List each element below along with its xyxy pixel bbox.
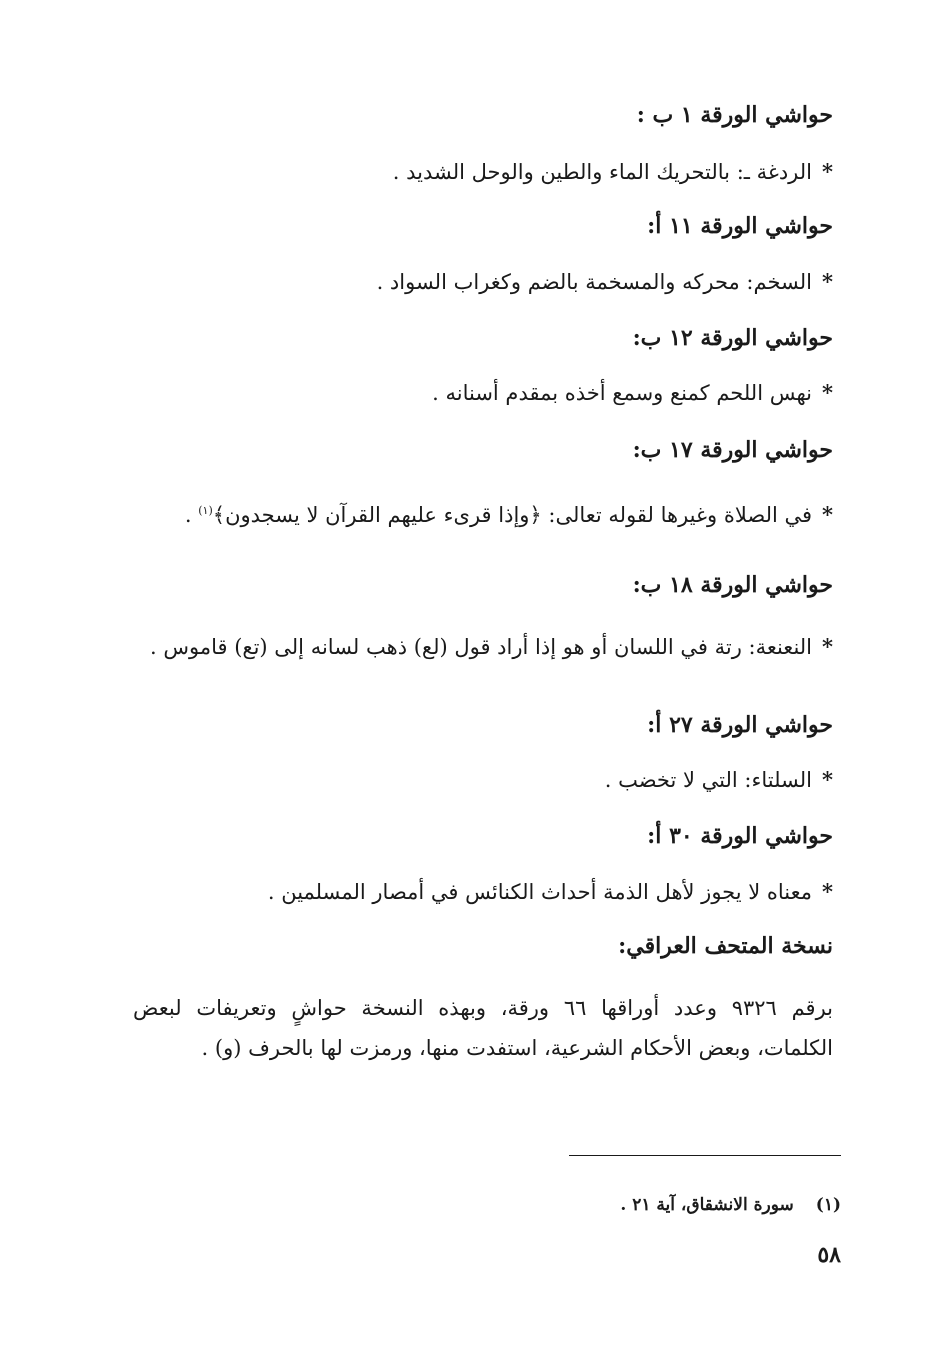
margin-note-heading: حواشي الورقة ١٧ ب:: [632, 437, 833, 463]
margin-note-heading: حواشي الورقة ١١ أ:: [647, 213, 833, 239]
bullet-star: *: [822, 380, 833, 405]
margin-note-text: معناه لا يجوز لأهل الذمة أحداث الكنائس في أمصار المسلمين .: [267, 880, 813, 904]
margin-note-item: [133, 765, 833, 795]
margin-note-item: [133, 157, 833, 187]
margin-note-heading: حواشي الورقة ٢٧ أ:: [647, 712, 833, 738]
footnote-text: سورة الانشقاق، آية ٢١ .: [620, 1195, 794, 1215]
footnote-reference: (١): [198, 504, 213, 517]
margin-note-text: نهس اللحم كمنع وسمع أخذه بمقدم أسنانه .: [432, 381, 813, 405]
page-number: ٥٨: [817, 1242, 841, 1268]
margin-note-item: [133, 626, 833, 668]
bullet-star: *: [822, 767, 833, 792]
footnote: [341, 1192, 841, 1218]
body-paragraph: برقم ٩٣٢٦ وعدد أوراقها ٦٦ ورقة، وبهذه النسخة حواشٍ وتعريفات لبعض الكلمات، وبعض الأحكام الشرعية، استفدت منها، ورمزت لها بالحرف (و) .: [133, 996, 834, 1060]
margin-note-heading: حواشي الورقة ١٢ ب:: [632, 325, 833, 351]
margin-note-text: السخم: محركه والمسخمة بالضم وكغراب السواد .: [376, 270, 813, 294]
margin-note-heading: حواشي الورقة ٣٠ أ:: [647, 823, 833, 849]
bullet-star: *: [822, 269, 833, 294]
margin-note-item: [133, 877, 833, 907]
section-heading: نسخة المتحف العراقي:: [618, 933, 833, 959]
margin-note-heading: حواشي الورقة ١ ب :: [636, 102, 833, 128]
margin-note-item: [133, 490, 833, 536]
margin-note-item: [133, 267, 833, 297]
margin-note-item: [133, 378, 833, 408]
bullet-star: *: [822, 634, 833, 659]
footnote-divider: [569, 1155, 841, 1156]
margin-note-text: في الصلاة وغيرها لقوله تعالى: ﴿وإذا قرىء عليهم القرآن لا يسجدون﴾: [212, 503, 813, 527]
bullet-star: *: [822, 159, 833, 184]
bullet-star: *: [822, 879, 833, 904]
margin-note-tail: .: [184, 503, 199, 527]
bullet-star: *: [822, 502, 833, 527]
margin-note-text: الردغة ـ: بالتحريك الماء والطين والوحل الشديد .: [392, 160, 813, 184]
margin-note-heading: حواشي الورقة ١٨ ب:: [632, 572, 833, 598]
margin-note-text: النعنعة: رتة في اللسان أو هو إذا أراد قول (لع) ذهب لسانه إلى (تع) قاموس .: [150, 635, 813, 659]
margin-note-text: السلتاء: التي لا تخضب .: [604, 768, 813, 792]
footnote-number: (١): [815, 1195, 841, 1215]
